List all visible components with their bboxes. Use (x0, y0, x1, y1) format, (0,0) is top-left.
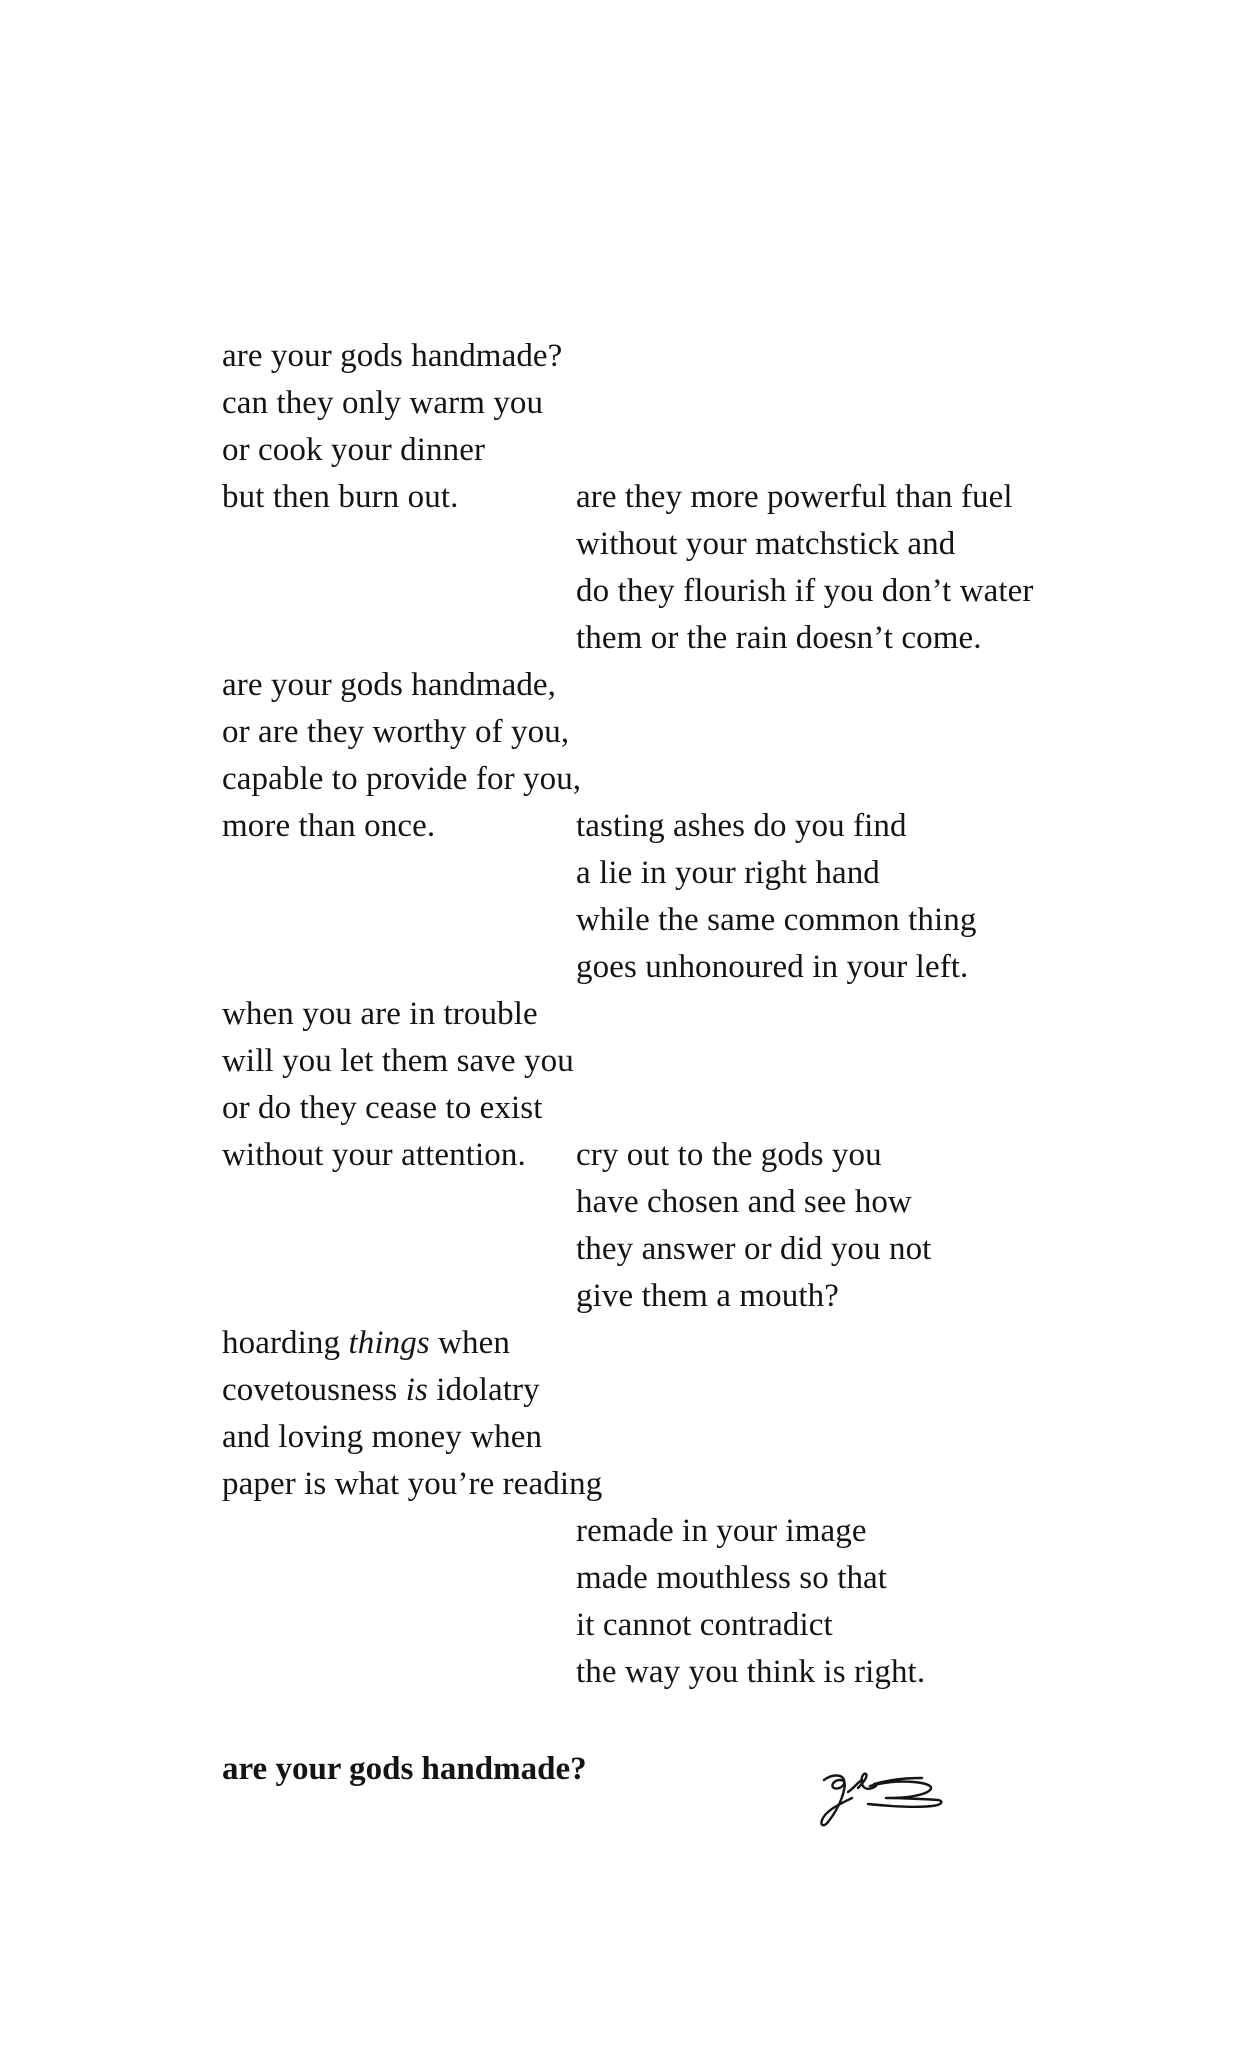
poem-line: while the same common thing (576, 902, 977, 938)
poem-line: are they more powerful than fuel (576, 479, 1013, 515)
poem-line (222, 1414, 542, 1461)
poem-line: the way you think is right. (576, 1654, 926, 1690)
signature-icon (818, 1768, 948, 1830)
line-text: and loving money when (222, 1419, 543, 1455)
poem-line: can they only warm you (222, 385, 544, 421)
poem-line: remade in your image (576, 1513, 867, 1549)
emphasis-word: things (348, 1325, 430, 1361)
poem-line: capable to provide for you, (222, 761, 582, 797)
line-text: covetousness (222, 1372, 406, 1408)
poem-line: goes unhonoured in your left. (576, 949, 969, 985)
poem-line: when you are in trouble (222, 996, 538, 1032)
poem-line: cry out to the gods you (576, 1137, 882, 1173)
poem-line: are your gods handmade? (222, 338, 563, 374)
poem-line: or do they cease to exist (222, 1090, 543, 1126)
poem-line: without your attention. (222, 1137, 526, 1173)
poem-line: without your matchstick and (576, 526, 956, 562)
line-text: paper is what you’re reading (222, 1466, 603, 1502)
poem-line: it cannot contradict (576, 1607, 833, 1643)
poem-line: have chosen and see how (576, 1184, 912, 1220)
line-text: idolatry (427, 1372, 540, 1408)
poem-line: made mouthless so that (576, 1560, 888, 1596)
emphasis-word: is (405, 1372, 428, 1408)
poem-line: they answer or did you not (576, 1231, 932, 1267)
poem-line: do they flourish if you don’t water (576, 573, 1034, 609)
poem-line: but then burn out. (222, 479, 459, 515)
poem-line (222, 1367, 540, 1414)
line-text: when (429, 1325, 510, 1361)
poem-line (222, 1461, 602, 1508)
poem-line: them or the rain doesn’t come. (576, 620, 982, 656)
line-text: hoarding (222, 1325, 349, 1361)
poem-line: are your gods handmade, (222, 667, 557, 703)
poem-line: will you let them save you (222, 1043, 574, 1079)
poem-line: or are they worthy of you, (222, 714, 570, 750)
poem-line: tasting ashes do you find (576, 808, 907, 844)
closing-line: are your gods handmade? (222, 1751, 587, 1787)
poem-line: give them a mouth? (576, 1278, 839, 1314)
poem-line: a lie in your right hand (576, 855, 880, 891)
poem-line (222, 1320, 510, 1367)
poem-line: or cook your dinner (222, 432, 486, 468)
poem-line: more than once. (222, 808, 436, 844)
